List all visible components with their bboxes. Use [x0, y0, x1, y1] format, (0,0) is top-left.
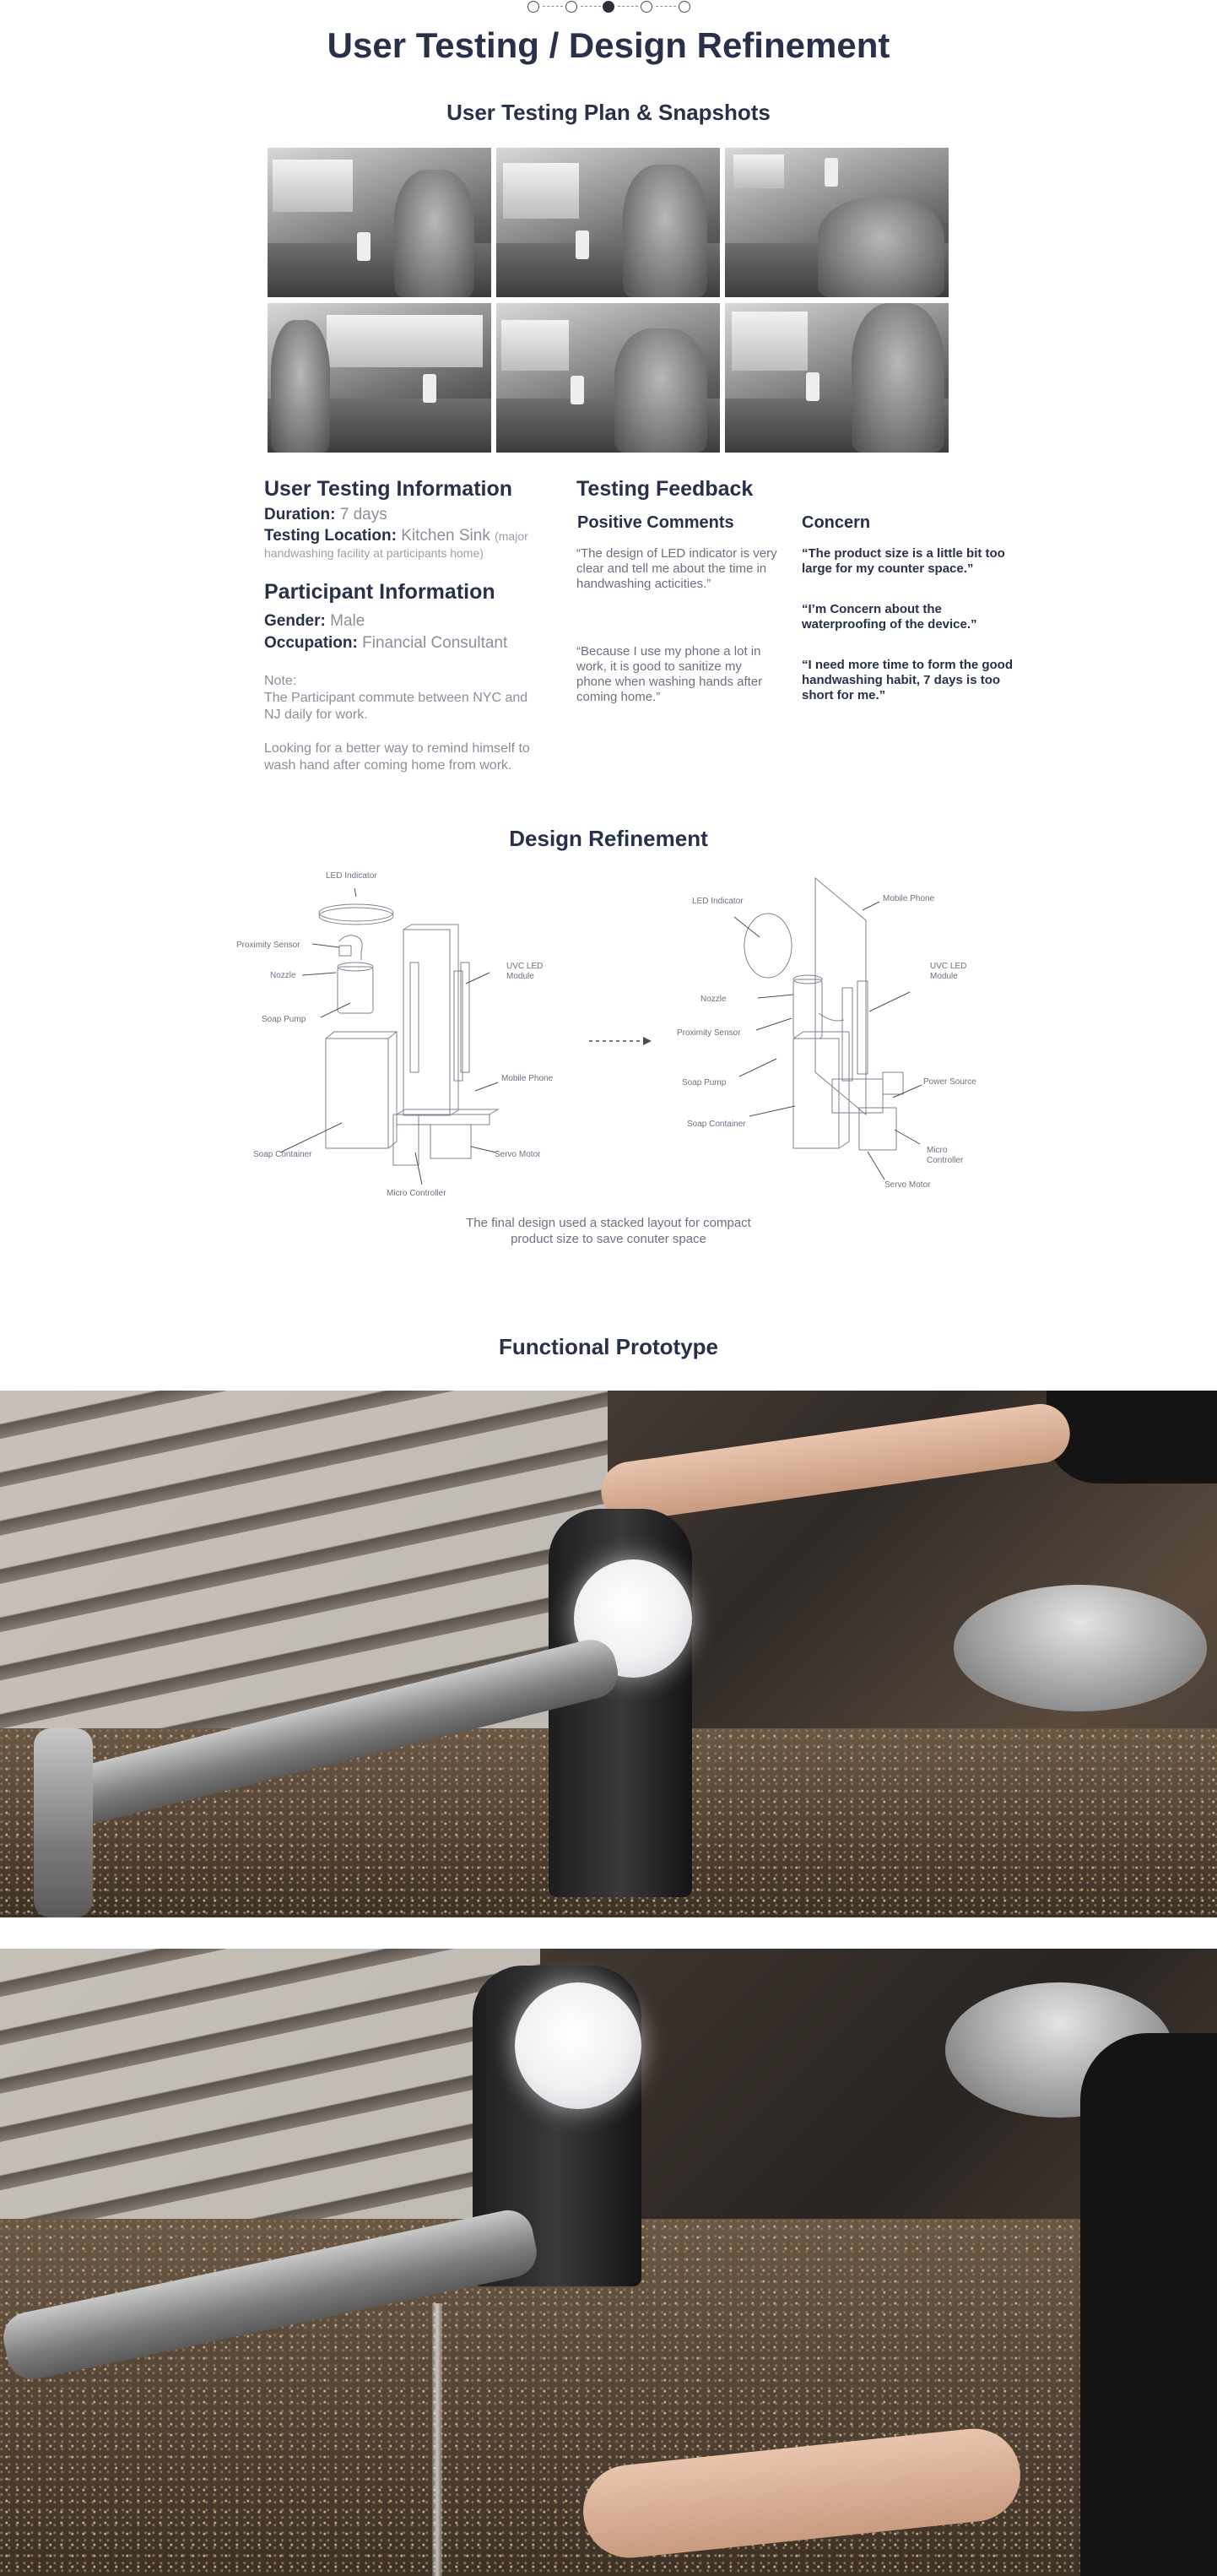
- progress-connector: [581, 6, 601, 7]
- progress-connector: [656, 6, 676, 7]
- snapshot-photo: [268, 303, 491, 453]
- note-line-2: Looking for a better way to remind himself to wash hand after coming home from work.: [264, 741, 530, 773]
- user-testing-info-title: User Testing Information: [264, 477, 513, 501]
- location-line: [264, 528, 551, 561]
- label-nozzle: Nozzle: [700, 995, 727, 1004]
- label-controller: Controller: [927, 1156, 964, 1165]
- snapshot-photo: [725, 148, 949, 297]
- sleeve: [1080, 2033, 1217, 2576]
- progress-dot-4[interactable]: [641, 1, 652, 13]
- section-title-design: Design Refinement: [509, 826, 708, 851]
- note-title: Note:: [264, 674, 297, 688]
- refinement-arrow: [587, 1034, 655, 1048]
- label-uvc-module: Module: [930, 972, 958, 981]
- duration-value: 7 days: [339, 506, 387, 523]
- label-led-indicator: LED Indicator: [326, 871, 377, 881]
- duration-label: Duration:: [264, 506, 336, 523]
- page-title: User Testing / Design Refinement: [327, 25, 890, 65]
- progress-dot-3-active[interactable]: [603, 1, 614, 13]
- positive-comment: “The design of LED indicator is very clear and tell me about the time in handwashing acticities.”: [576, 546, 777, 591]
- label-power-source: Power Source: [923, 1077, 976, 1087]
- snapshot-photo: [496, 148, 720, 297]
- label-soap-pump: Soap Pump: [682, 1078, 727, 1087]
- progress-connector: [543, 6, 563, 7]
- positive-comments-title: Positive Comments: [577, 513, 734, 532]
- label-proximity-sensor: Proximity Sensor: [236, 941, 300, 950]
- faucet-base: [34, 1728, 93, 1917]
- label-mobile-phone: Mobile Phone: [883, 894, 935, 903]
- gender-value: Male: [330, 612, 365, 630]
- label-soap-container: Soap Container: [253, 1150, 312, 1159]
- exploded-diagram-final: [667, 861, 987, 1199]
- water-stream: [432, 2303, 442, 2576]
- progress-dot-1[interactable]: [527, 1, 539, 13]
- label-servo-motor: Servo Motor: [495, 1150, 541, 1159]
- snapshot-photo: [725, 303, 949, 453]
- prototype-photo-top: [0, 1391, 1217, 1917]
- label-proximity-sensor: Proximity Sensor: [677, 1028, 741, 1038]
- concern-comment: “The product size is a little bit too large for my counter space.”: [802, 546, 1005, 576]
- design-caption: [0, 1215, 1217, 1247]
- duration-line: [264, 506, 551, 524]
- label-uvc-led: UVC LED: [506, 962, 544, 971]
- hand: [598, 1400, 1074, 1524]
- label-micro: Micro: [927, 1146, 948, 1155]
- snapshot-grid: [268, 148, 949, 453]
- gender-label: Gender:: [264, 612, 326, 630]
- label-uvc-module: Module: [506, 972, 534, 981]
- label-uvc-led: UVC LED: [930, 962, 967, 971]
- window-blinds: [0, 1949, 540, 2253]
- progress-connector: [618, 6, 638, 7]
- label-led-indicator: LED Indicator: [692, 897, 744, 906]
- sleeve: [1047, 1391, 1217, 1483]
- label-soap-container: Soap Container: [687, 1120, 746, 1129]
- occupation-value: Financial Consultant: [362, 634, 508, 652]
- section-title-plan: User Testing Plan & Snapshots: [446, 100, 771, 125]
- prototype-photo-bottom: [0, 1949, 1217, 2576]
- participant-note: [264, 673, 543, 774]
- testing-feedback-title: Testing Feedback: [576, 477, 754, 501]
- caption-line-2: product size to save conuter space: [511, 1232, 706, 1246]
- caption-line-1: The final design used a stacked layout for compact: [466, 1216, 751, 1230]
- occupation-line: [264, 634, 551, 653]
- concern-comment: “I need more time to form the good handwashing habit, 7 days is too short for me.”: [802, 658, 1014, 702]
- participant-info-title: Participant Information: [264, 580, 495, 604]
- occupation-label: Occupation:: [264, 634, 358, 652]
- label-nozzle: Nozzle: [270, 971, 296, 980]
- section-progress-indicator: [0, 0, 1217, 14]
- positive-comment: “Because I use my phone a lot in work, it is good to sanitize my phone when washing hands after coming home.”: [576, 644, 763, 704]
- snapshot-photo: [496, 303, 720, 453]
- location-value: Kitchen Sink: [401, 527, 490, 545]
- gender-line: [264, 612, 551, 631]
- led-indicator: [515, 1982, 641, 2109]
- label-servo-motor: Servo Motor: [884, 1180, 931, 1190]
- concern-title: Concern: [802, 513, 871, 532]
- progress-dot-5[interactable]: [679, 1, 690, 13]
- section-title-prototype: Functional Prototype: [499, 1334, 718, 1359]
- colander-bowl: [954, 1585, 1207, 1711]
- snapshot-photo: [268, 148, 491, 297]
- concern-comment: “I’m Concern about the waterproofing of the device.”: [802, 602, 977, 632]
- location-label: Testing Location:: [264, 527, 397, 545]
- progress-dot-2[interactable]: [565, 1, 577, 13]
- note-line-1: The Participant commute between NYC and NJ daily for work.: [264, 691, 528, 722]
- location-note: (major handwashing facility at participants home): [264, 529, 528, 560]
- label-micro-controller: Micro Controller: [387, 1189, 446, 1198]
- label-soap-pump: Soap Pump: [262, 1015, 306, 1024]
- label-mobile-phone: Mobile Phone: [501, 1074, 554, 1083]
- exploded-diagram-initial: [228, 861, 582, 1199]
